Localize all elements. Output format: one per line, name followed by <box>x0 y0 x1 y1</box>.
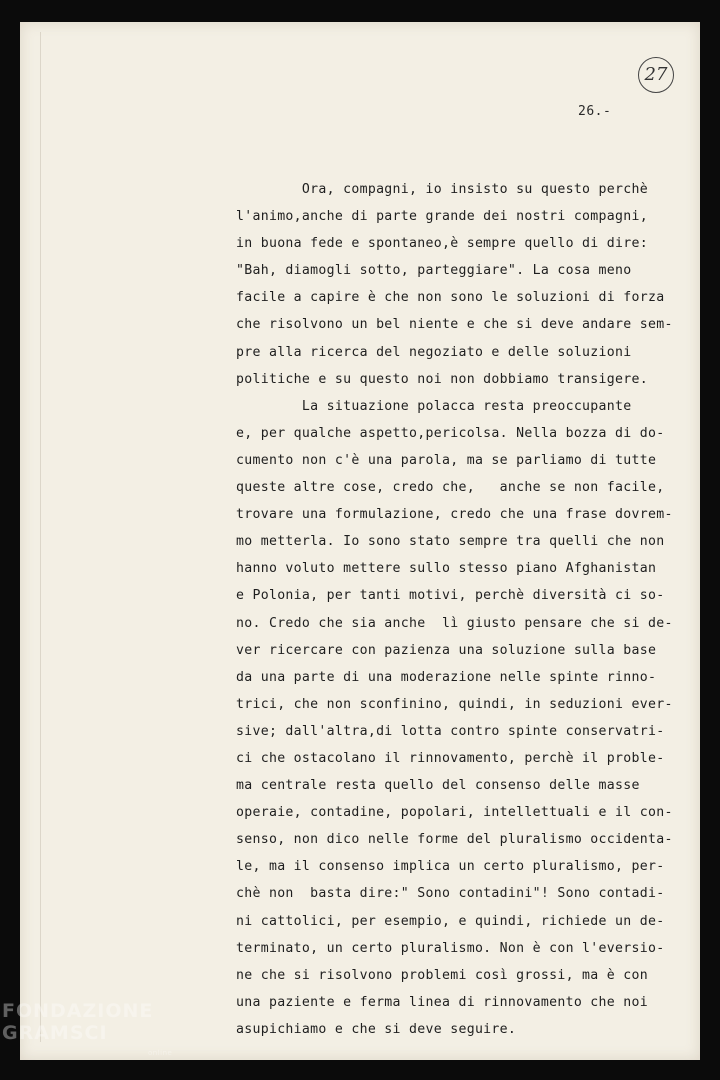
text-line: una paziente e ferma linea di rinnovamento che noi <box>236 994 648 1010</box>
text-line: mo metterla. Io sono stato sempre tra quelli che non <box>236 534 665 550</box>
text-line: no. Credo che sia anche lì giusto pensare che si de- <box>236 615 673 631</box>
text-line: le, ma il consenso implica un certo pluralismo, per- <box>236 859 665 875</box>
text-line: facile a capire è che non sono le soluzioni di forza <box>236 290 665 306</box>
text-line: e Polonia, per tanti motivi, perchè diversità ci so- <box>236 588 665 604</box>
page-number: 26.- <box>578 104 612 119</box>
watermark-line-2: GRAMSCI <box>2 1022 108 1044</box>
text-line: l'animo,anche di parte grande dei nostri compagni, <box>236 209 648 225</box>
text-line: ma centrale resta quello del consenso delle masse <box>236 778 640 794</box>
text-line: da una parte di una moderazione nelle spinte rinno- <box>236 669 657 685</box>
text-line: ni cattolici, per esempio, e quindi, richiede un de- <box>236 913 665 929</box>
text-line: chè non basta dire:" Sono contadini"! Sono contadi- <box>236 886 665 902</box>
document-page <box>20 22 700 1060</box>
text-line: senso, non dico nelle forme del pluralismo occidenta- <box>236 832 673 848</box>
text-line: terminato, un certo pluralismo. Non è con l'eversio- <box>236 940 665 956</box>
text-line: "Bah, diamogli sotto, parteggiare". La cosa meno <box>236 263 632 279</box>
text-line: sive; dall'altra,di lotta contro spinte conservatri- <box>236 723 665 739</box>
text-line: La situazione polacca resta preoccupante <box>236 398 632 414</box>
text-line: pre alla ricerca del negoziato e delle soluzioni <box>236 344 632 360</box>
text-line: ci che ostacolano il rinnovamento, perchè il proble- <box>236 750 665 766</box>
text-line: trovare una formulazione, credo che una frase dovrem- <box>236 507 673 523</box>
text-line: ver ricercare con pazienza una soluzione sulla base <box>236 642 657 658</box>
text-line: ne che si risolvono problemi così grossi, ma è con <box>236 967 648 983</box>
text-line: operaie, contadine, popolari, intellettuali e il con- <box>236 805 673 821</box>
typed-body-text <box>236 176 686 1043</box>
text-line: politiche e su questo noi non dobbiamo transigere. <box>236 371 648 387</box>
archive-page-stamp: 27 <box>638 57 674 93</box>
watermark-online: online <box>148 1049 173 1057</box>
text-line: che risolvono un bel niente e che si deve andare sem- <box>236 317 673 333</box>
text-line: queste altre cose, credo che, anche se non facile, <box>236 480 665 496</box>
text-line: hanno voluto mettere sullo stesso piano Afghanistan <box>236 561 657 577</box>
watermark-line-1: FONDAZIONE <box>2 1000 154 1022</box>
text-line: asupichiamo e che si deve seguire. <box>236 1021 517 1037</box>
text-line: trici, che non sconfinino, quindi, in seduzioni ever- <box>236 696 673 712</box>
text-line: e, per qualche aspetto,pericolsa. Nella bozza di do- <box>236 425 665 441</box>
text-line: in buona fede e spontaneo,è sempre quello di dire: <box>236 236 648 252</box>
page-fold-line <box>40 32 41 1042</box>
fondazione-gramsci-watermark <box>2 1000 172 1064</box>
text-line: Ora, compagni, io insisto su questo perchè <box>236 182 648 197</box>
text-line: cumento non c'è una parola, ma se parliamo di tutte <box>236 452 657 468</box>
